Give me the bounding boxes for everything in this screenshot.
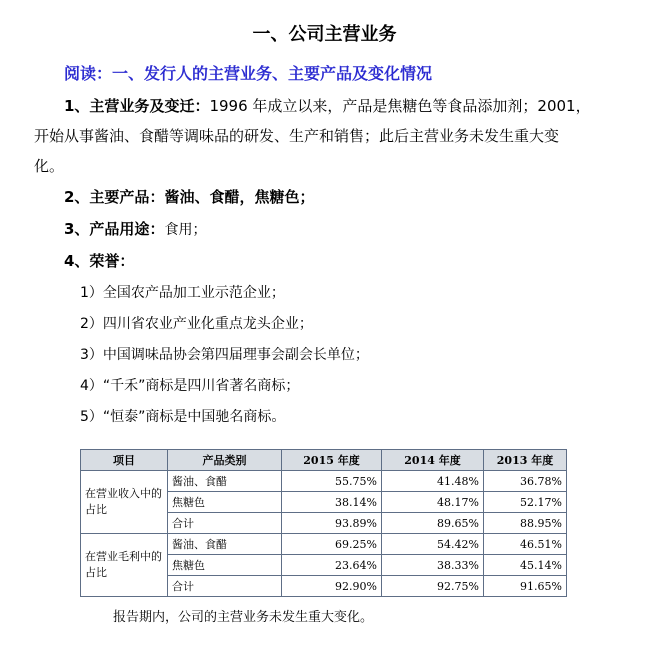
section-1-text: 1996 年成立以来，产品是焦糖色等食品添加剂；2001， xyxy=(209,97,591,115)
table-cell: 41.48% xyxy=(382,471,484,492)
section-3 xyxy=(64,218,206,239)
section-2-text: 酱油、食醋，焦糖色； xyxy=(164,188,315,206)
header-item: 项目 xyxy=(81,450,168,471)
table-cell: 55.75% xyxy=(282,471,382,492)
table-cell: 合计 xyxy=(168,576,282,597)
table-cell: 36.78% xyxy=(484,471,567,492)
table-cell: 69.25% xyxy=(282,534,382,555)
table-cell: 88.95% xyxy=(484,513,567,534)
section-1-label: 1、主营业务及变迁： xyxy=(64,97,210,115)
table-cell: 92.90% xyxy=(282,576,382,597)
table-cell: 焦糖色 xyxy=(168,555,282,576)
table-cell: 46.51% xyxy=(484,534,567,555)
table-cell: 48.17% xyxy=(382,492,484,513)
section-3-label: 3、产品用途： xyxy=(64,220,165,238)
table-cell: 54.42% xyxy=(382,534,484,555)
table-cell: 38.33% xyxy=(382,555,484,576)
table-cell: 93.89% xyxy=(282,513,382,534)
honor-item-5: 5）“恒泰”商标是中国驰名商标。 xyxy=(80,409,286,425)
table-cell: 92.75% xyxy=(382,576,484,597)
honor-item-1: 1）全国农产品加工业示范企业； xyxy=(80,285,285,301)
table-cell: 合计 xyxy=(168,513,282,534)
table-cell: 焦糖色 xyxy=(168,492,282,513)
section-2-label: 2、主要产品： xyxy=(64,188,165,206)
table-cell: 45.14% xyxy=(484,555,567,576)
table-row xyxy=(81,534,567,555)
section-1-line-1 xyxy=(64,95,591,116)
table-cell: 89.65% xyxy=(382,513,484,534)
header-2013: 2013 年度 xyxy=(484,450,567,471)
table-cell: 酱油、食醋 xyxy=(168,534,282,555)
header-category: 产品类别 xyxy=(168,450,282,471)
table-cell: 38.14% xyxy=(282,492,382,513)
table-cell: 91.65% xyxy=(484,576,567,597)
section-4-label: 4、荣誉： xyxy=(64,252,135,270)
table-row xyxy=(81,471,567,492)
group-label-revenue: 在营业收入中的占比 xyxy=(81,471,168,534)
table-note: 报告期内，公司的主营业务未发生重大变化。 xyxy=(113,610,374,625)
table-cell: 酱油、食醋 xyxy=(168,471,282,492)
revenue-share-table xyxy=(80,449,567,597)
section-1-line-2: 开始从事酱油、食醋等调味品的研发、生产和销售；此后主营业务未发生重大变 xyxy=(34,127,560,145)
honor-item-3: 3）中国调味品协会第四届理事会副会长单位； xyxy=(80,347,369,363)
header-2015: 2015 年度 xyxy=(282,450,382,471)
section-3-text: 食用； xyxy=(164,222,207,238)
reading-heading: 阅读：一、发行人的主营业务、主要产品及变化情况 xyxy=(64,64,433,83)
header-2014: 2014 年度 xyxy=(382,450,484,471)
table-header-row xyxy=(81,450,567,471)
table-cell: 23.64% xyxy=(282,555,382,576)
group-label-gross-profit: 在营业毛利中的占比 xyxy=(81,534,168,597)
section-2 xyxy=(64,186,314,207)
honor-item-2: 2）四川省农业产业化重点龙头企业； xyxy=(80,316,313,332)
section-1-line-3: 化。 xyxy=(34,157,65,175)
page-title: 一、公司主营业务 xyxy=(252,24,397,45)
table-cell: 52.17% xyxy=(484,492,567,513)
honor-item-4: 4）“千禾”商标是四川省著名商标； xyxy=(80,378,300,394)
